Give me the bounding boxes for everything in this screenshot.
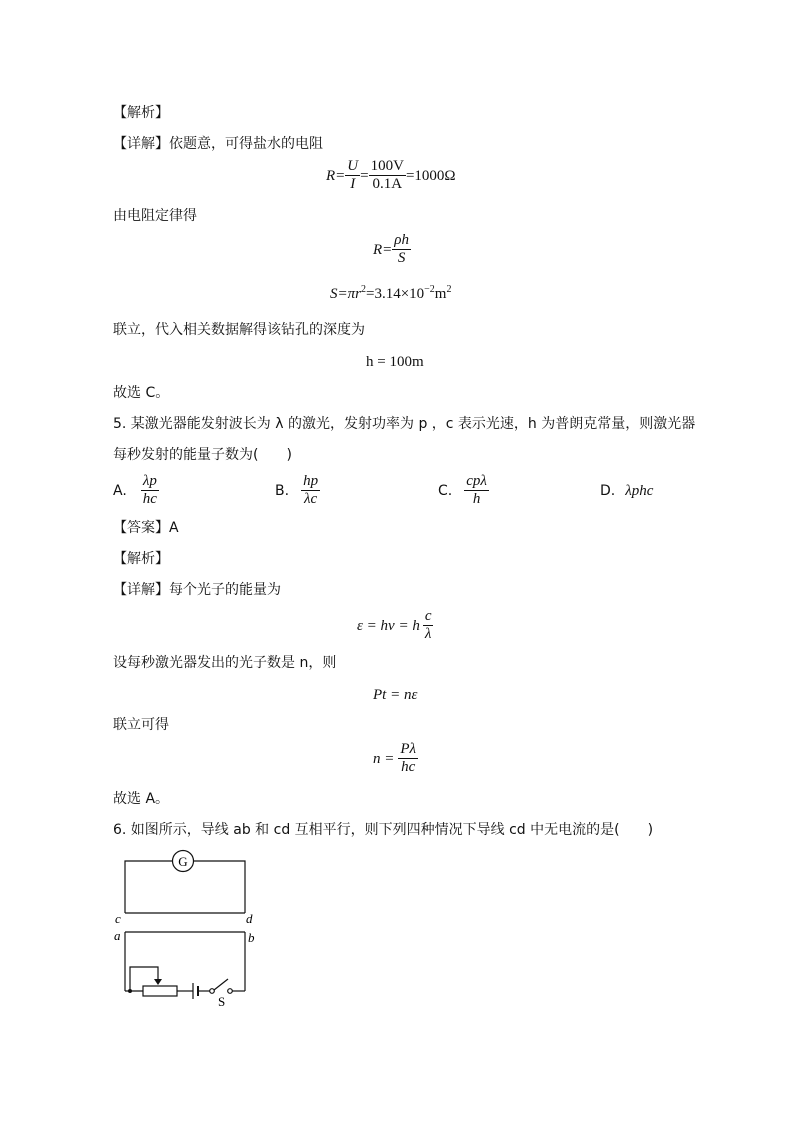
eq-n-fraction xyxy=(398,741,418,776)
detail-line-2 xyxy=(113,581,281,599)
detail-text-2: 每个光子的能量为 xyxy=(169,582,281,598)
choose-c: 故选 C。 xyxy=(113,385,170,401)
eq-eps-num: c xyxy=(424,608,432,624)
q6-text: 6. 如图所示，导线 ab 和 cd 互相平行，则下列四种情况下导线 cd 中无电流的是( ) xyxy=(113,822,654,838)
label-s: S xyxy=(218,994,226,1009)
detail-label-2: 【详解】 xyxy=(113,582,169,598)
q5-option-d xyxy=(600,482,653,500)
detail-label: 【详解】 xyxy=(113,136,169,152)
q5-option-b xyxy=(275,473,320,508)
equation-resistance xyxy=(326,158,456,193)
equation-power: Pt = nε xyxy=(373,687,418,703)
slider-arrow-icon xyxy=(154,979,162,985)
option-b-den: λc xyxy=(303,491,318,507)
eq-r-i: I xyxy=(350,176,356,192)
eq-rho-den: S xyxy=(397,250,406,266)
option-b-num: hp xyxy=(303,473,319,489)
q5-line-1: 5. 某激光器能发射波长为 λ 的激光，发射功率为 p ，c 表示光速，h 为普朗克常量，则激光器 xyxy=(113,416,696,432)
eq-r-den: 0.1A xyxy=(372,176,403,192)
detail-line-1 xyxy=(113,135,323,153)
switch-contact-left xyxy=(210,989,215,994)
equation-depth: h = 100m xyxy=(366,354,424,370)
option-c-num: cpλ xyxy=(466,473,487,489)
detail-text: 依题意，可得盐水的电阻 xyxy=(169,136,323,152)
wire-top-right xyxy=(194,861,245,913)
rheostat-icon xyxy=(143,986,177,996)
q5-option-a xyxy=(113,473,159,508)
option-c-den: h xyxy=(472,491,481,507)
eq-eps-lhs: ε = hν = h xyxy=(357,617,420,634)
eq-rho-lhs: R= xyxy=(373,241,393,258)
option-a-label: A. xyxy=(113,482,127,499)
label-c: c xyxy=(115,911,121,926)
option-d-text: λphc xyxy=(625,483,654,499)
option-c-label: C. xyxy=(438,482,453,499)
equation-resistivity xyxy=(373,232,411,267)
eq-eps-den: λ xyxy=(424,626,432,642)
label-d: d xyxy=(246,911,253,926)
galvanometer-label: G xyxy=(178,854,188,869)
eq-s-unit: m xyxy=(434,286,447,302)
answer-value: A xyxy=(169,520,179,536)
eq-n-num: Pλ xyxy=(400,741,417,757)
eq-r-fraction-ui xyxy=(345,158,360,193)
option-c-fraction xyxy=(464,473,489,508)
eq-r-lhs: R= xyxy=(326,167,346,184)
eq-s-text: S=πr xyxy=(330,286,361,302)
eq-s-exp2: −2 xyxy=(424,284,435,295)
analysis-heading-1: 【解析】 xyxy=(113,105,169,121)
eq-eps-fraction xyxy=(423,608,434,643)
set-text: 设每秒激光器发出的光子数是 n，则 xyxy=(113,655,337,671)
q5-option-c xyxy=(438,473,489,508)
option-d-label: D. xyxy=(600,483,616,499)
eq-s-rest: =3.14×10 xyxy=(365,286,425,302)
wire-top-left xyxy=(125,861,172,913)
eq-r-fraction-values xyxy=(369,158,406,193)
label-b: b xyxy=(248,930,255,945)
equation-photon-energy xyxy=(357,608,433,643)
law-text: 由电阻定律得 xyxy=(113,208,197,224)
eq-r-num: 100V xyxy=(370,158,404,174)
analysis-heading-2: 【解析】 xyxy=(113,551,169,567)
answer-label: 【答案】 xyxy=(113,520,169,536)
q5-line-2: 每秒发射的能量子数为( ) xyxy=(113,447,292,463)
eq-n-den: hc xyxy=(401,759,416,775)
eq-s-exp3: 2 xyxy=(446,284,452,295)
circuit-diagram xyxy=(110,845,270,1010)
answer-line xyxy=(113,519,179,537)
eq-r-result: =1000Ω xyxy=(405,167,456,184)
eq-rho-fraction xyxy=(392,232,411,267)
option-a-den: hc xyxy=(142,491,157,507)
eq-r-equals: = xyxy=(360,167,369,184)
eq-s-exp: 2 xyxy=(360,284,366,295)
option-b-label: B. xyxy=(275,482,290,499)
equation-photon-count xyxy=(373,741,418,776)
label-a: a xyxy=(114,928,121,943)
equation-area xyxy=(330,285,451,303)
combine-text: 联立，代入相关数据解得该钻孔的深度为 xyxy=(113,322,365,338)
option-a-num: λp xyxy=(141,473,159,491)
option-a-fraction xyxy=(141,473,159,508)
option-b-fraction xyxy=(301,473,320,508)
choose-a: 故选 A。 xyxy=(113,791,170,807)
eq-rho-num: ρh xyxy=(394,232,409,248)
eq-r-u: U xyxy=(347,158,359,174)
eq-n-lhs: n = xyxy=(373,750,395,767)
combine2-text: 联立可得 xyxy=(113,717,169,733)
switch-lever xyxy=(214,979,228,990)
switch-contact-right xyxy=(228,989,233,994)
